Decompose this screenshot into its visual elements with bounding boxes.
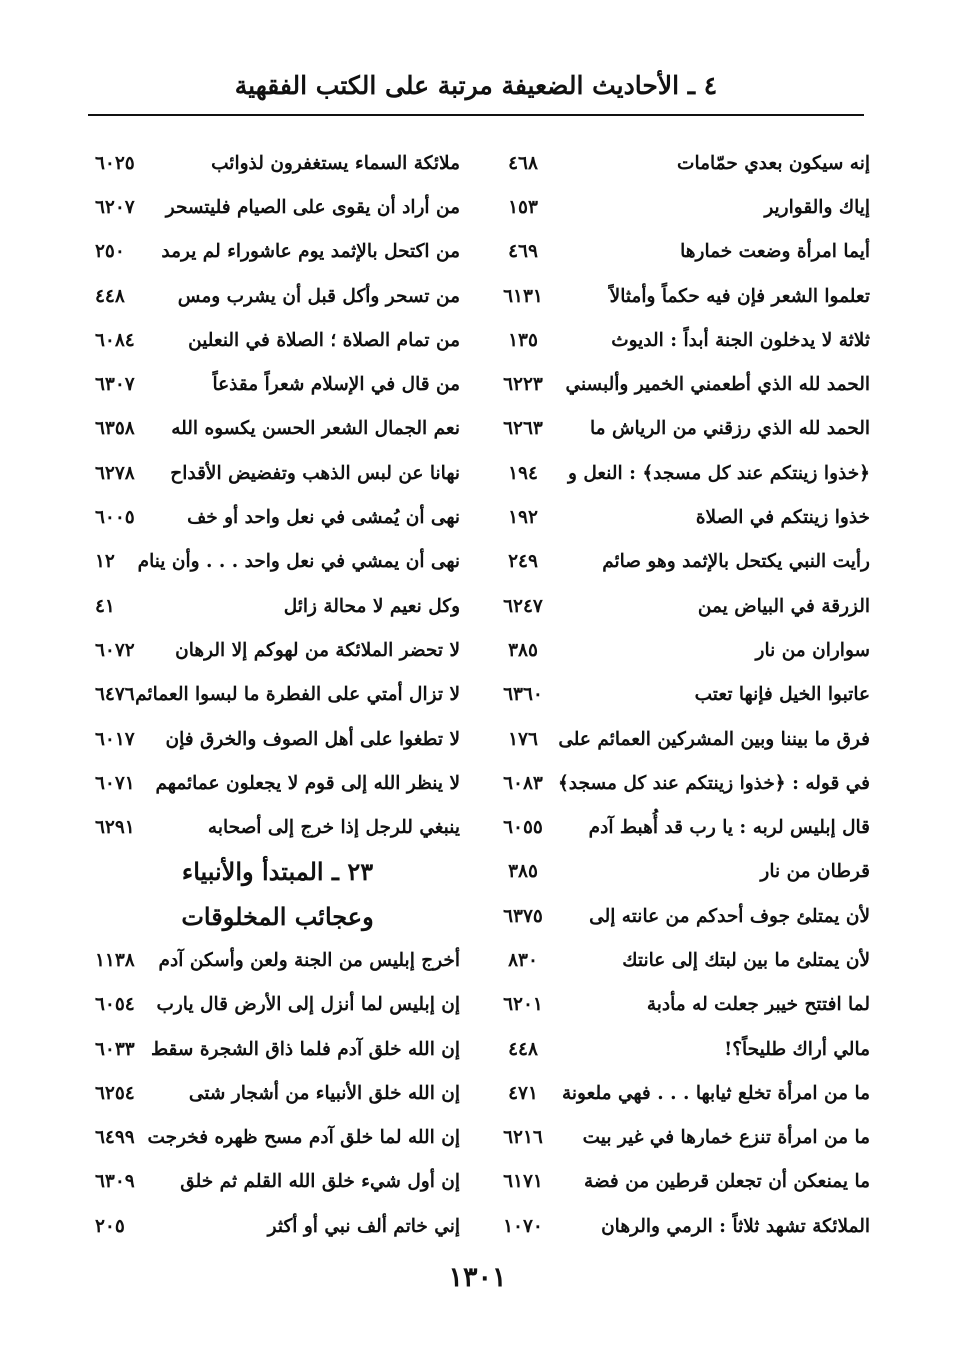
index-entry	[95, 230, 460, 274]
entry-text: ما من امرأة تنزع خمارها في غير بيت	[582, 1127, 870, 1149]
entry-text: إن الله لما خلق آدم مسح ظهره فخرجت	[147, 1127, 460, 1149]
entry-number: ٦٠٨٣	[503, 772, 543, 794]
index-entry	[495, 318, 870, 362]
index-entry	[495, 1160, 870, 1204]
entry-text: الزرقة في البياض يمن	[697, 595, 870, 617]
index-entry	[495, 628, 870, 672]
entry-number: ٢٠٥	[95, 1215, 125, 1237]
index-entry	[95, 274, 460, 318]
entry-text: قرطان من نار	[760, 861, 870, 883]
index-entry	[95, 451, 460, 495]
index-entry	[95, 717, 460, 761]
header-title: ٤ ـ الأحاديث الضعيفة مرتبة على الكتب الفقهية	[234, 71, 718, 100]
index-entry	[495, 274, 870, 318]
entry-text: إن الله خلق الأنبياء من أشجار شتى	[188, 1082, 460, 1104]
entry-number: ٦١٧١	[503, 1171, 543, 1193]
index-entry	[495, 673, 870, 717]
index-entry	[495, 717, 870, 761]
entry-text: نهى أن يُمشى في نعل واحد أو خف	[187, 507, 460, 529]
entry-number: ٤٤٨	[95, 285, 125, 307]
entry-text: الحمد لله الذي رزقني من الرياش ما	[589, 418, 870, 440]
index-entry	[95, 1116, 460, 1160]
entry-text: من تسحر وأكل قبل أن يشرب ومس	[177, 285, 460, 307]
entry-text: من قال في الإسلام شعراً مقذعاً	[212, 374, 460, 396]
entry-text: عاتبوا الخيل فإنها تعتب	[694, 684, 870, 706]
page-number: ١٣٠١	[448, 1262, 507, 1293]
entry-number: ٦٣٠٩	[95, 1171, 135, 1193]
entry-number: ١٥٣	[508, 196, 538, 218]
entry-number: ٤٦٩	[508, 241, 538, 263]
entry-number: ٦٠٢٥	[95, 152, 135, 174]
index-entry	[495, 495, 870, 539]
index-entry	[95, 540, 460, 584]
entry-text: لا تزال أمتي على الفطرة ما لبسوا العمائم	[135, 684, 460, 706]
entry-number: ٦٢٢٣	[503, 374, 543, 396]
index-entry	[95, 1027, 460, 1071]
index-entry	[495, 1204, 870, 1248]
index-entry	[95, 673, 460, 717]
index-entry	[95, 362, 460, 406]
entry-text: ينبغي للرجل إذا خرج إلى أصحابه	[207, 817, 460, 839]
entry-number: ١٠٧٠	[503, 1215, 543, 1237]
index-entry	[95, 805, 460, 849]
entry-text: قال إبليس لربه : يا رب قد أُهبط آدم	[588, 817, 870, 839]
index-entry	[95, 185, 460, 229]
entry-text: لأن يمتلئ ما بين لبتك إلى عانتك	[622, 949, 870, 971]
entry-number: ٣٨٥	[508, 861, 538, 883]
index-entry	[495, 584, 870, 628]
entry-text: ما يمنعكن أن تجعلن قرطين من فضة	[583, 1171, 870, 1193]
index-entry	[495, 141, 870, 185]
entry-text: إنه سيكون بعدي حمّامات	[677, 152, 870, 174]
section-subheading	[95, 894, 460, 938]
index-entry	[95, 141, 460, 185]
entry-number: ٦٠٥٥	[503, 817, 543, 839]
entry-number: ٦٠٣٣	[95, 1038, 135, 1060]
entry-number: ٦٠٥٤	[95, 994, 135, 1016]
entry-number: ٦٠٧١	[95, 772, 135, 794]
entry-text: نعم الجمال الشعر الحسن يكسوه الله	[171, 418, 460, 440]
entry-text: أيما امرأة وضعت خمارها	[680, 241, 870, 263]
index-entry	[495, 1027, 870, 1071]
entry-number: ٦٢٦٣	[503, 418, 543, 440]
entry-text: إن إبليس لما أنزل إلى الأرض قال يارب	[156, 994, 460, 1016]
index-entry	[495, 1071, 870, 1115]
index-entry	[95, 938, 460, 982]
entry-text: نهانا عن لبس الذهب وتفضيض الأقداح	[170, 462, 460, 484]
index-entry	[95, 495, 460, 539]
entry-text: سواران من نار	[755, 639, 870, 661]
index-entry	[495, 938, 870, 982]
entry-number: ٤٧١	[508, 1082, 538, 1104]
entry-number: ١٩٤	[508, 462, 538, 484]
entry-text: رأيت النبي يكتحل بالإثمد وهو صائم	[602, 551, 870, 573]
index-entry	[95, 584, 460, 628]
entry-number: ١٢	[95, 551, 115, 573]
entry-number: ٤٤٨	[508, 1038, 538, 1060]
entry-number: ٦٣٥٨	[95, 418, 135, 440]
index-entry	[95, 983, 460, 1027]
entry-text: ما من امرأة تخلع ثيابها . . . فهي ملعونة	[561, 1082, 870, 1104]
entry-text: خذوا زينتكم في الصلاة	[695, 507, 870, 529]
entry-text: لأن يمتلئ جوف أحدكم من عانته إلى	[589, 905, 870, 927]
entry-text: من أراد أن يقوى على الصيام فليتسحر	[165, 196, 460, 218]
index-entry	[495, 451, 870, 495]
entry-text: ثلاثة لا يدخلون الجنة أبداً : الديوث	[611, 329, 870, 351]
index-entry	[95, 407, 460, 451]
index-entry	[95, 628, 460, 672]
entry-number: ٦١٣١	[503, 285, 543, 307]
entry-number: ٤٦٨	[508, 152, 538, 174]
index-entry	[495, 850, 870, 894]
entry-number: ٢٤٩	[508, 551, 538, 573]
entry-number: ٦٣٧٥	[503, 905, 543, 927]
entry-text: أخرج إبليس من الجنة ولعن وأسكن آدم	[158, 949, 460, 971]
index-entry	[495, 761, 870, 805]
entry-text: فرق ما بيننا وبين المشركين العمائم على	[558, 728, 870, 750]
index-entry	[495, 362, 870, 406]
index-entry	[95, 1204, 460, 1248]
entry-text: لا تحضر الملائكة من لهوكم إلا الرهان	[175, 639, 460, 661]
entry-text: وكل نعيم لا محالة زائل	[283, 595, 460, 617]
section-heading-line2: وعجائب المخلوقات	[181, 901, 374, 931]
entry-number: ٦٢٠١	[503, 994, 543, 1016]
entry-number: ١٣٥	[508, 329, 538, 351]
entry-number: ٦٢٠٧	[95, 196, 135, 218]
entry-number: ١٩٢	[508, 507, 538, 529]
index-entry	[95, 1160, 460, 1204]
entry-number: ٦٤٩٩	[95, 1127, 135, 1149]
index-entry	[95, 318, 460, 362]
index-entry	[495, 983, 870, 1027]
entry-text: إن أول شيء خلق الله القلم ثم خلق	[180, 1171, 460, 1193]
entry-number: ١٧٦	[508, 728, 538, 750]
entry-text: ﴿خذوا زينتكم عند كل مسجد﴾ : النعل و	[567, 462, 870, 484]
entry-number: ٦٢٥٤	[95, 1082, 135, 1104]
index-entry	[95, 1071, 460, 1115]
index-entry	[495, 230, 870, 274]
entry-text: لا تطغوا على أهل الصوف والخرق فإن	[165, 728, 460, 750]
entry-text: من تمام الصلاة ؛ الصلاة في النعلين	[188, 329, 460, 351]
entry-text: الحمد لله الذي أطعمني الخمير وألبسني	[565, 374, 870, 396]
entry-number: ٦٠٨٤	[95, 329, 135, 351]
right-index-column	[495, 141, 870, 1248]
entry-text: الملائكة تشهد ثلاثاً : الرمي والرهان	[601, 1215, 870, 1237]
entry-text: نهى أن يمشي في نعل واحد . . . وأن ينام	[137, 551, 460, 573]
entry-number: ٤١	[95, 595, 115, 617]
entry-number: ٦٠٧٢	[95, 639, 135, 661]
index-entry	[495, 805, 870, 849]
entry-text: إني خاتم ألف نبي أو أكثر	[267, 1215, 460, 1237]
entry-number: ٦٢٤٧	[503, 595, 543, 617]
entry-number: ٢٥٠	[95, 241, 125, 263]
entry-number: ٦٢٩١	[95, 817, 135, 839]
index-entry	[495, 185, 870, 229]
running-header	[88, 62, 864, 116]
index-entry	[95, 761, 460, 805]
index-entry	[495, 540, 870, 584]
entry-text: إياك والقوارير	[764, 196, 870, 218]
index-entry	[495, 407, 870, 451]
entry-number: ٦٢٧٨	[95, 462, 135, 484]
entry-text: ملائكة السماء يستغفرون لذوائب	[211, 152, 460, 174]
entry-text: لا ينظر الله إلى قوم لا يجعلون عمائمهم	[155, 772, 460, 794]
entry-number: ٦٤٧٦	[95, 684, 135, 706]
entry-number: ٦٢١٦	[503, 1127, 543, 1149]
entry-number: ٦٣٠٧	[95, 374, 135, 396]
entry-text: من اكتحل بالإثمد يوم عاشوراء لم يرمد	[161, 241, 460, 263]
entry-text: إن الله خلق آدم فلما ذاق الشجرة سقط	[150, 1038, 460, 1060]
entry-number: ٣٨٥	[508, 639, 538, 661]
left-index-column	[95, 141, 460, 1248]
entry-number: ٦٠١٧	[95, 728, 135, 750]
section-heading	[95, 850, 460, 894]
entry-number: ٨٣٠	[508, 949, 538, 971]
section-heading-line1: ٢٣ ـ المبتدأ والأنبياء	[181, 857, 374, 887]
entry-number: ٦٣٦٠	[503, 684, 543, 706]
entry-text: لما افتتح خيبر جعلت له مأدبة	[646, 994, 870, 1016]
entry-text: تعلموا الشعر فإن فيه حكماً وأمثالاً	[609, 285, 870, 307]
entry-number: ٦٠٠٥	[95, 507, 135, 529]
entry-text: مالي أراك طليحاً؟!	[724, 1038, 870, 1060]
entry-number: ١١٣٨	[95, 949, 135, 971]
index-entry	[495, 1116, 870, 1160]
index-entry	[495, 894, 870, 938]
entry-text: في قوله : ﴿خذوا زينتكم عند كل مسجد﴾	[557, 772, 870, 794]
